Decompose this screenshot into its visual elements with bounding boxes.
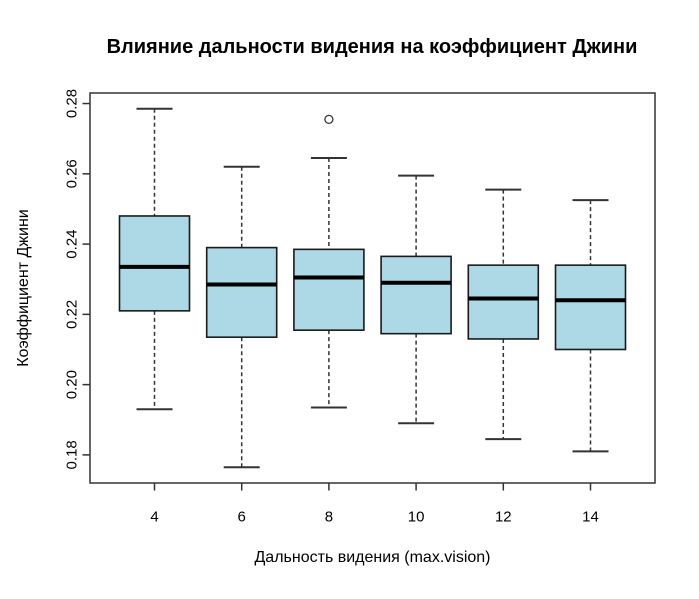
x-axis-title: Дальность видения (max.vision) <box>254 549 491 566</box>
y-tick-label: 0.18 <box>63 440 81 470</box>
y-tick-label: 0.28 <box>63 88 81 119</box>
x-tick-label: 14 <box>582 508 599 526</box>
x-tick-label: 8 <box>324 508 334 526</box>
y-tick-label: 0.20 <box>63 370 81 400</box>
x-tick-label: 4 <box>150 508 159 526</box>
y-tick-label: 0.22 <box>63 299 81 329</box>
x-tick-label: 12 <box>494 508 512 526</box>
x-tick-label: 6 <box>237 508 246 526</box>
iqr-box <box>120 216 190 311</box>
iqr-box <box>294 249 364 330</box>
outlier-point <box>325 115 333 123</box>
y-axis-title: Коэффициент Джини <box>15 209 32 367</box>
chart-title: Влияние дальности видения на коэффициент Джини <box>106 36 638 58</box>
iqr-box <box>556 265 626 349</box>
x-tick-label: 10 <box>407 508 425 526</box>
iqr-box <box>468 265 538 339</box>
y-tick-label: 0.26 <box>63 159 81 189</box>
y-tick-label: 0.24 <box>63 229 81 259</box>
iqr-box <box>207 248 277 338</box>
iqr-box <box>381 256 451 333</box>
